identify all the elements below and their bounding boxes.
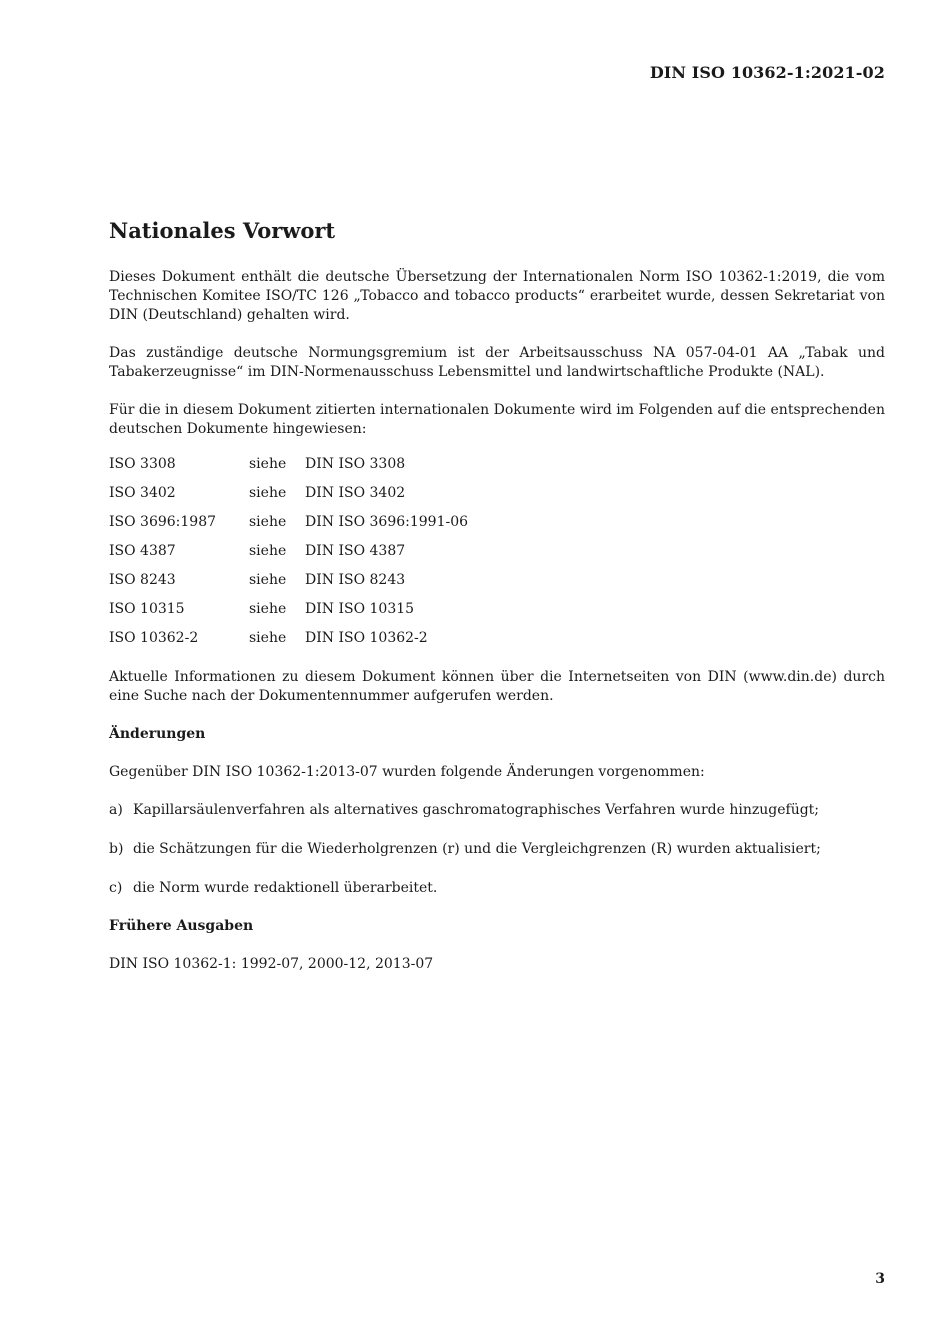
din-reference: DIN ISO 3402 [305,485,406,501]
table-row [109,600,468,629]
iso-reference: ISO 8243 [109,572,176,588]
reference-separator: siehe [249,543,287,559]
changes-intro: Gegenüber DIN ISO 10362-1:2013-07 wurden folgende Änderungen vorgenommen: [109,764,705,780]
din-reference: DIN ISO 3308 [305,456,406,472]
din-reference: DIN ISO 8243 [305,572,406,588]
paragraph-din-info: Aktuelle Informationen zu diesem Dokument können über die Internetseiten von DIN (www.din.de) durch eine Suche nach der Dokumentennummer aufgerufen werden. [109,669,885,704]
table-row [109,571,468,600]
list-item-text: die Norm wurde redaktionell überarbeitet. [133,880,438,896]
reference-separator: siehe [249,456,287,472]
document-id-header: DIN ISO 10362-1:2021-02 [649,63,885,82]
list-marker: b) [109,841,124,857]
reference-separator: siehe [249,514,287,530]
din-reference: DIN ISO 10362-2 [305,630,428,646]
changes-heading: Änderungen [109,726,206,742]
iso-reference: ISO 3308 [109,456,176,472]
din-reference: DIN ISO 3696:1991-06 [305,514,469,530]
reference-separator: siehe [249,601,287,617]
document-body [109,268,885,993]
iso-reference: ISO 3402 [109,485,176,501]
reference-separator: siehe [249,485,287,501]
paragraph-intro: Dieses Dokument enthält die deutsche Übersetzung der Internationalen Norm ISO 10362-1:2019, die vom Technischen Komitee ISO/TC 126 „Tobacco and tobacco products“ erarbeitet wurde, dessen Sekretariat von DIN (Deutschland) gehalten wird. [109,269,885,323]
previous-editions-heading: Frühere Ausgaben [109,918,254,934]
table-row [109,542,468,571]
din-reference: DIN ISO 10315 [305,601,415,617]
iso-reference: ISO 3696:1987 [109,514,217,530]
iso-reference: ISO 10362-2 [109,630,199,646]
table-row [109,455,468,484]
list-item [109,801,885,820]
table-row [109,484,468,513]
paragraph-references-intro: Für die in diesem Dokument zitierten internationalen Dokumente wird im Folgenden auf die entsprechenden deutschen Dokumente hingewiesen: [109,402,885,437]
table-row [109,513,468,542]
list-item-text: Kapillarsäulenverfahren als alternatives gaschromatographisches Verfahren wurde hinzugefügt; [133,802,820,818]
table-row [109,629,468,658]
previous-editions-text: DIN ISO 10362-1: 1992-07, 2000-12, 2013-07 [109,956,434,972]
reference-table [109,455,468,658]
din-reference: DIN ISO 4387 [305,543,406,559]
paragraph-committee: Das zuständige deutsche Normungsgremium ist der Arbeitsausschuss NA 057-04-01 AA „Tabak und Tabakerzeugnisse“ im DIN-Normenausschuss Lebensmittel und landwirtschaftliche Produkte (NAL). [109,345,885,380]
iso-reference: ISO 4387 [109,543,176,559]
page-number: 3 [875,1271,885,1287]
reference-separator: siehe [249,630,287,646]
iso-reference: ISO 10315 [109,601,185,617]
list-item [109,840,885,859]
list-marker: c) [109,880,123,896]
list-item [109,879,885,898]
page-title: Nationales Vorwort [109,218,336,243]
list-item-text: die Schätzungen für die Wiederholgrenzen (r) und die Vergleichgrenzen (R) wurden aktualisiert; [133,841,821,857]
list-marker: a) [109,802,123,818]
reference-separator: siehe [249,572,287,588]
